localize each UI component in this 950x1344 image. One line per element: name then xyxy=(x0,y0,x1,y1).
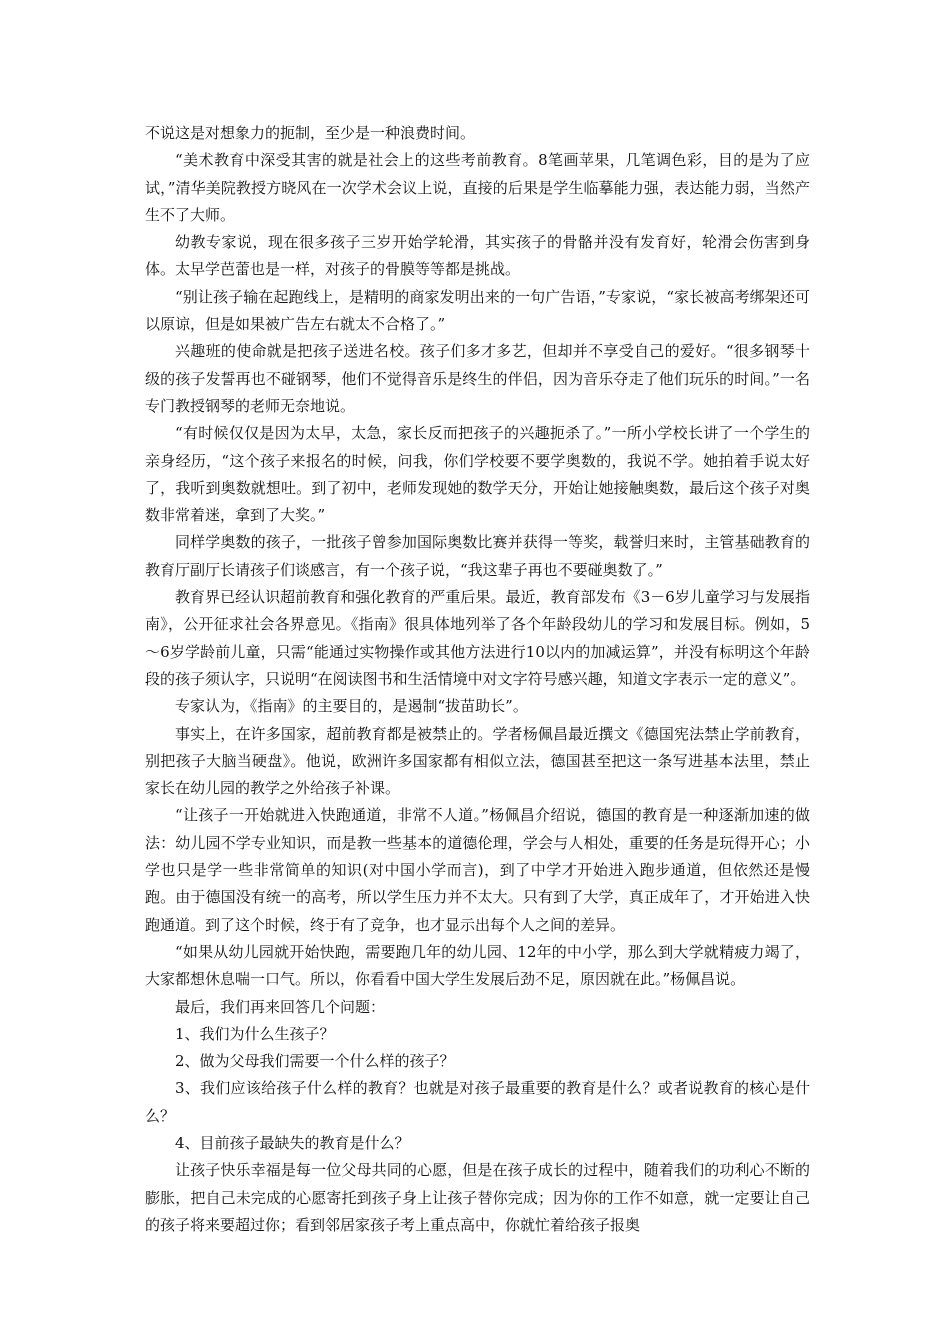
document-body xyxy=(145,120,810,1239)
paragraph: “让孩子一开始就进入快跑通道，非常不人道。”杨佩昌介绍说，德国的教育是一种逐渐加速的做法：幼儿园不学专业知识，而是教一些基本的道德伦理，学会与人相处，重要的任务是玩得开心；小学也只是学一些非常简单的知识(对中国小学而言)，到了中学才开始进入跑步通道，但依然还是慢跑。由于德国没有统一的高考，所以学生压力并不太大。只有到了大学，真正成年了，才开始进入快跑通道。到了这个时候，终于有了竞争，也才显示出每个人之间的差异。 xyxy=(145,806,810,934)
list-item: 2、做为父母我们需要一个什么样的孩子？ xyxy=(175,1052,455,1071)
list-item: 4、目前孩子最缺失的教育是什么？ xyxy=(175,1133,410,1152)
paragraph: “美术教育中深受其害的就是社会上的这些考前教育。8笔画苹果，几笔调色彩，目的是为了应试，”清华美院教授方晓风在一次学术会议上说，直接的后果是学生临摹能力强，表达能力弱，当然产生不了大师。 xyxy=(145,151,810,224)
list-item: 1、我们为什么生孩子？ xyxy=(175,1024,335,1043)
paragraph: 让孩子快乐幸福是每一位父母共同的心愿，但是在孩子成长的过程中，随着我们的功利心不断的膨胀，把自己未完成的心愿寄托到孩子身上让孩子替你完成；因为你的工作不如意，就一定要让自己的孩子将来要超过你；看到邻居家孩子考上重点高中，你就忙着给孩子报奥 xyxy=(145,1161,810,1234)
list-item: 3、我们应该给孩子什么样的教育？也就是对孩子最重要的教育是什么？或者说教育的核心是什么？ xyxy=(145,1079,810,1125)
paragraph: 同样学奥数的孩子，一批孩子曾参加国际奥数比赛并获得一等奖，载誉归来时，主管基础教育的教育厅副厅长请孩子们谈感言，有一个孩子说，“我这辈子再也不要碰奥数了。” xyxy=(145,533,810,579)
paragraph: 兴趣班的使命就是把孩子送进名校。孩子们多才多艺，但却并不享受自己的爱好。“很多钢琴十级的孩子发誓再也不碰钢琴，他们不觉得音乐是终生的伴侣，因为音乐夺走了他们玩乐的时间。”一名专门教授钢琴的老师无奈地说。 xyxy=(145,342,810,415)
paragraph: “别让孩子输在起跑线上，是精明的商家发明出来的一句广告语，”专家说，“家长被高考绑架还可以原谅，但是如果被广告左右就太不合格了。” xyxy=(145,287,810,334)
paragraph: 不说这是对想象力的扼制，至少是一种浪费时间。 xyxy=(145,124,476,142)
paragraph: 教育界已经认识超前教育和强化教育的严重后果。最近，教育部发布《3－6岁儿童学习与发展指南》，公开征求社会各界意见。《指南》很具体地列举了各个年龄段幼儿的学习和发展目标。例如，5～6岁学龄前儿童，只需“能通过实物操作或其他方法进行10以内的加减运算”，并没有标明这个年龄段的孩子须认字，只说明“在阅读图书和生活情境中对文字符号感兴趣，知道文字表示一定的意义”。 xyxy=(145,588,810,688)
paragraph: 幼教专家说，现在很多孩子三岁开始学轮滑，其实孩子的骨骼并没有发育好，轮滑会伤害到身体。太早学芭蕾也是一样，对孩子的骨膜等等都是挑战。 xyxy=(145,233,810,279)
paragraph: 最后，我们再来回答几个问题： xyxy=(175,997,386,1016)
paragraph: “如果从幼儿园就开始快跑，需要跑几年的幼儿园、12年的中小学，那么到大学就精疲力竭了，大家都想休息喘一口气。所以，你看看中国大学生发展后劲不足，原因就在此。”杨佩昌说。 xyxy=(145,942,810,989)
paragraph: “有时候仅仅是因为太早，太急，家长反而把孩子的兴趣扼杀了。”一所小学校长讲了一个学生的亲身经历，“这个孩子来报名的时候，问我，你们学校要不要学奥数的，我说不学。她拍着手说太好了，我听到奥数就想吐。到了初中，老师发现她的数学天分，开始让她接触奥数，最后这个孩子对奥数非常着迷，拿到了大奖。” xyxy=(145,424,810,525)
paragraph: 事实上，在许多国家，超前教育都是被禁止的。学者杨佩昌最近撰文《德国宪法禁止学前教育，别把孩子大脑当硬盘》。他说，欧洲许多国家都有相似立法，德国甚至把这一条写进基本法里，禁止家长在幼儿园的教学之外给孩子补课。 xyxy=(145,724,810,798)
paragraph: 专家认为，《指南》的主要目的，是遏制“拔苗助长”。 xyxy=(175,697,528,716)
